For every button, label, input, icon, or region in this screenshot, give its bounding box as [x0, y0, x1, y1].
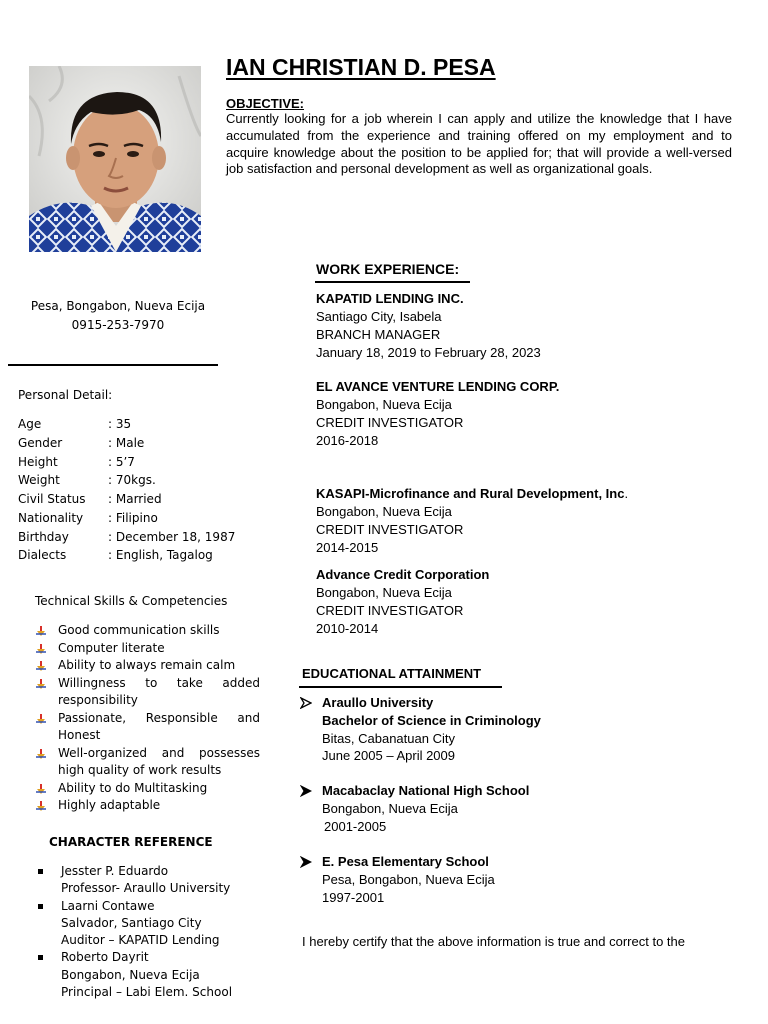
- skill-item: [35, 745, 260, 780]
- arrow-bullet-icon: [300, 697, 312, 709]
- reference-item: [38, 863, 232, 898]
- arrow-bullet-icon: [35, 678, 47, 690]
- contact-block: [8, 297, 228, 335]
- personal-row-civil-status: [18, 490, 162, 509]
- personal-value: : Filipino: [108, 511, 158, 525]
- personal-key: Age: [18, 417, 42, 431]
- job-position: BRANCH MANAGER: [316, 327, 441, 342]
- reference-detail: Auditor – KAPATID Lending: [61, 933, 220, 948]
- arrow-bullet-icon: [35, 643, 47, 655]
- personal-value: : Male: [108, 436, 145, 450]
- job-dates: 2014-2015: [316, 540, 379, 555]
- education-entry: [300, 782, 529, 835]
- skill-text: Passionate, Responsible and Honest: [58, 710, 260, 742]
- skill-text: Computer literate: [58, 640, 165, 655]
- school-dates: June 2005 – April 2009: [322, 748, 455, 764]
- job-company-suffix: .: [624, 486, 629, 501]
- arrow-bullet-icon: [35, 713, 47, 725]
- square-bullet-icon: [38, 955, 43, 960]
- reference-name: Jesster P. Eduardo: [61, 864, 169, 878]
- job-entry: [316, 566, 489, 638]
- reference-item: [38, 949, 232, 1001]
- school-name: E. Pesa Elementary School: [322, 854, 489, 869]
- personal-key: Birthday: [18, 530, 69, 544]
- personal-value: : December 18, 1987: [108, 530, 236, 544]
- arrow-bullet-icon: [300, 856, 312, 868]
- certification-statement: I hereby certify that the above information is true and correct to the: [302, 934, 685, 949]
- candidate-name: IAN CHRISTIAN D. PESA: [226, 54, 496, 80]
- school-name: Macabaclay National High School: [322, 783, 530, 798]
- job-company: KASAPI-Microfinance and Rural Development, Inc: [316, 486, 625, 501]
- phone-number: 0915-253-7970: [71, 318, 165, 332]
- job-entry: [316, 290, 541, 362]
- job-entry: [316, 378, 559, 450]
- profile-photo: [29, 66, 201, 252]
- personal-value: : 70kgs.: [108, 473, 156, 487]
- skill-text: Willingness to take added responsibility: [58, 675, 260, 707]
- job-position: CREDIT INVESTIGATOR: [316, 603, 464, 618]
- job-dates: January 18, 2019 to February 28, 2023: [316, 345, 541, 360]
- job-dates: 2010-2014: [316, 621, 379, 636]
- work-experience-title: WORK EXPERIENCE:: [316, 261, 460, 277]
- personal-key: Civil Status: [18, 492, 86, 506]
- skill-text: Highly adaptable: [58, 798, 161, 812]
- skill-item: [35, 797, 260, 815]
- skill-text: Well-organized and possesses high quality of work results: [58, 745, 260, 777]
- school-dates: 1997-2001: [322, 889, 385, 905]
- divider: [315, 281, 470, 283]
- arrow-bullet-icon: [35, 783, 47, 795]
- skill-item: [35, 640, 260, 658]
- job-location: Bongabon, Nueva Ecija: [316, 504, 452, 519]
- objective-label: OBJECTIVE:: [226, 96, 305, 111]
- skill-text: Good communication skills: [58, 623, 220, 637]
- arrow-bullet-icon: [35, 625, 47, 637]
- school-location: Pesa, Bongabon, Nueva Ecija: [322, 871, 495, 887]
- reference-list: [38, 863, 232, 1001]
- reference-detail: Principal – Labi Elem. School: [61, 985, 233, 1000]
- job-company: EL AVANCE VENTURE LENDING CORP.: [316, 379, 560, 394]
- personal-row-gender: [18, 434, 144, 453]
- arrow-bullet-icon: [300, 785, 312, 797]
- personal-row-nationality: [18, 509, 158, 528]
- personal-row-dialects: [18, 546, 213, 565]
- arrow-bullet-icon: [35, 660, 47, 672]
- job-position: CREDIT INVESTIGATOR: [316, 415, 464, 430]
- school-location: Bongabon, Nueva Ecija: [322, 800, 458, 816]
- personal-key: Height: [18, 455, 58, 469]
- reference-name: Roberto Dayrit: [61, 950, 149, 965]
- personal-value: : 35: [108, 417, 132, 431]
- character-reference-title: CHARACTER REFERENCE: [49, 835, 213, 849]
- personal-row-weight: [18, 471, 156, 490]
- skill-item: [35, 780, 260, 798]
- reference-detail: Professor- Araullo University: [61, 881, 231, 896]
- personal-key: Dialects: [18, 548, 67, 562]
- skill-item: [35, 657, 260, 675]
- reference-item: [38, 898, 232, 950]
- reference-detail: Bongabon, Nueva Ecija: [61, 967, 200, 982]
- personal-row-height: [18, 453, 135, 472]
- job-location: Bongabon, Nueva Ecija: [316, 585, 452, 600]
- personal-value: : Married: [108, 492, 162, 506]
- arrow-bullet-icon: [35, 800, 47, 812]
- skill-item: [35, 675, 260, 710]
- personal-row-birthday: [18, 528, 235, 547]
- arrow-bullet-icon: [35, 748, 47, 760]
- school-name: Araullo University: [322, 695, 434, 710]
- job-company: KAPATID LENDING INC.: [316, 291, 464, 306]
- education-entry: [300, 853, 495, 906]
- educational-attainment-title: EDUCATIONAL ATTAINMENT: [302, 666, 482, 681]
- personal-value: : English, Tagalog: [108, 548, 213, 562]
- personal-key: Weight: [18, 473, 60, 487]
- skill-text: Ability to do Multitasking: [58, 780, 208, 795]
- personal-row-age: [18, 415, 131, 434]
- education-entry: [300, 694, 541, 765]
- skills-title: Technical Skills & Competencies: [35, 594, 228, 608]
- square-bullet-icon: [38, 904, 43, 909]
- job-entry: [316, 485, 628, 557]
- divider: [8, 364, 218, 366]
- divider: [299, 686, 502, 688]
- personal-key: Gender: [18, 436, 63, 450]
- personal-detail-title: Personal Detail:: [18, 388, 113, 402]
- job-location: Santiago City, Isabela: [316, 309, 442, 324]
- skill-text: Ability to always remain calm: [58, 658, 236, 672]
- job-dates: 2016-2018: [316, 433, 379, 448]
- skills-list: [35, 622, 260, 815]
- personal-key: Nationality: [18, 511, 84, 525]
- skill-item: [35, 710, 260, 745]
- square-bullet-icon: [38, 869, 43, 874]
- job-position: CREDIT INVESTIGATOR: [316, 522, 464, 537]
- job-location: Bongabon, Nueva Ecija: [316, 397, 452, 412]
- objective-text: Currently looking for a job wherein I can apply and utilize the knowledge that I have accumulated from the experience and training offered on my employment and to acquire knowledge about the position to be applied for; that will provide a well-versed job satisfaction and personal development as well as organizational goals.: [226, 111, 732, 177]
- personal-value: : 5’7: [108, 455, 135, 469]
- reference-detail: Salvador, Santiago City: [61, 915, 202, 930]
- reference-name: Laarni Contawe: [61, 898, 155, 913]
- school-dates: 2001-2005: [324, 818, 387, 834]
- degree: Bachelor of Science in Criminology: [322, 712, 541, 728]
- job-company: Advance Credit Corporation: [316, 567, 490, 582]
- school-location: Bitas, Cabanatuan City: [322, 730, 455, 746]
- skill-item: [35, 622, 260, 640]
- address: Pesa, Bongabon, Nueva Ecija: [30, 299, 206, 313]
